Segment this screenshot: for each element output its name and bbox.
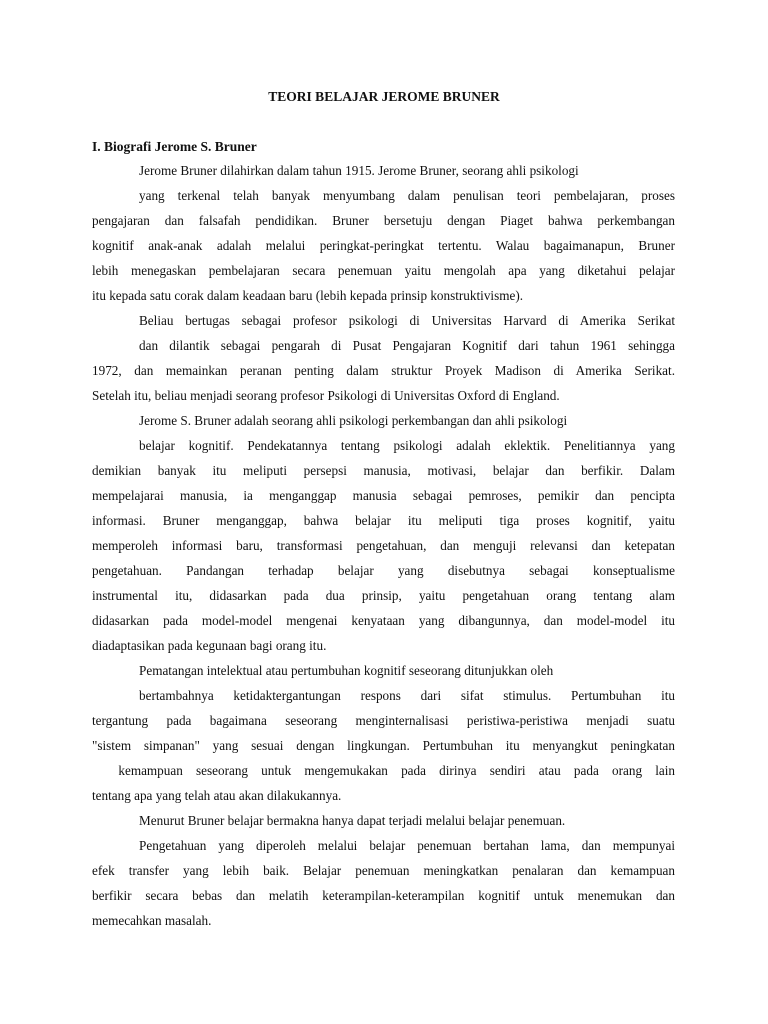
section-heading: I. Biografi Jerome S. Bruner [92, 139, 257, 154]
text-line: bertambahnya ketidaktergantungan respons dari sifat stimulus. Pertumbuhan itu [139, 688, 675, 703]
text-line: informasi. Bruner menganggap, bahwa belajar itu meliputi tiga proses kognitif, yaitu [92, 513, 675, 528]
text-line: lebih menegaskan pembelajaran secara penemuan yaitu mengolah apa yang diketahui pelajar [92, 263, 675, 278]
text-line: pengetahuan. Pandangan terhadap belajar yang disebutnya sebagai konseptualisme [92, 563, 675, 578]
text-line: Setelah itu, beliau menjadi seorang profesor Psikologi di Universitas Oxford di England. [92, 388, 560, 403]
text-line: kemampuan seseorang untuk mengemukakan pada dirinya sendiri atau pada orang lain [92, 763, 675, 778]
text-line: instrumental itu, didasarkan pada dua prinsip, yaitu pengetahuan orang tentang alam [92, 588, 675, 603]
text-line: Jerome Bruner dilahirkan dalam tahun 1915. Jerome Bruner, seorang ahli psikologi [139, 163, 579, 178]
text-line: dan dilantik sebagai pengarah di Pusat Pengajaran Kognitif dari tahun 1961 sehingga [139, 338, 675, 353]
text-line: tergantung pada bagaimana seseorang menginternalisasi peristiwa-peristiwa menjadi suatu [92, 713, 675, 728]
text-line: kognitif anak-anak adalah melalui peringkat-peringkat tertentu. Walau bagaimanapun, Bruner [92, 238, 675, 253]
text-line: Menurut Bruner belajar bermakna hanya dapat terjadi melalui belajar penemuan. [139, 813, 566, 828]
text-line: mempelajarai manusia, ia menganggap manusia sebagai pemroses, pemikir dan pencipta [92, 488, 675, 503]
text-line: didasarkan pada model-model mengenai kenyataan yang dibangunnya, dan model-model itu [92, 613, 675, 628]
document-title: TEORI BELAJAR JEROME BRUNER [268, 89, 500, 104]
text-line: tentang apa yang telah atau akan dilakukannya. [92, 788, 342, 803]
text-line: Pengetahuan yang diperoleh melalui belajar penemuan bertahan lama, dan mempunyai [139, 838, 675, 853]
text-line: Jerome S. Bruner adalah seorang ahli psikologi perkembangan dan ahli psikologi [139, 413, 568, 428]
text-line: demikian banyak itu meliputi persepsi manusia, motivasi, belajar dan berfikir. Dalam [92, 463, 675, 478]
text-line: memecahkan masalah. [92, 913, 212, 928]
text-line: 1972, dan memainkan peranan penting dalam struktur Proyek Madison di Amerika Serikat. [92, 363, 675, 378]
text-line: diadaptasikan pada kegunaan bagi orang itu. [92, 638, 327, 653]
text-line: "sistem simpanan" yang sesuai dengan lingkungan. Pertumbuhan itu menyangkut peningkatan [92, 738, 675, 753]
text-line: efek transfer yang lebih baik. Belajar penemuan meningkatkan penalaran dan kemampuan [92, 863, 675, 878]
text-line: Beliau bertugas sebagai profesor psikologi di Universitas Harvard di Amerika Serikat [139, 313, 675, 328]
text-line: berfikir secara bebas dan melatih keterampilan-keterampilan kognitif untuk menemukan dan [92, 888, 675, 903]
text-line: itu kepada satu corak dalam keadaan baru (lebih kepada prinsip konstruktivisme). [92, 288, 524, 303]
text-line: Pematangan intelektual atau pertumbuhan kognitif seseorang ditunjukkan oleh [139, 663, 554, 678]
text-line: belajar kognitif. Pendekatannya tentang psikologi adalah eklektik. Penelitiannya yang [139, 438, 675, 453]
text-line: pengajaran dan falsafah pendidikan. Bruner bersetuju dengan Piaget bahwa perkembangan [92, 213, 675, 228]
text-line: memperoleh informasi baru, transformasi pengetahuan, dan menguji relevansi dan ketepatan [92, 538, 675, 553]
text-line: yang terkenal telah banyak menyumbang dalam penulisan teori pembelajaran, proses [139, 188, 675, 203]
